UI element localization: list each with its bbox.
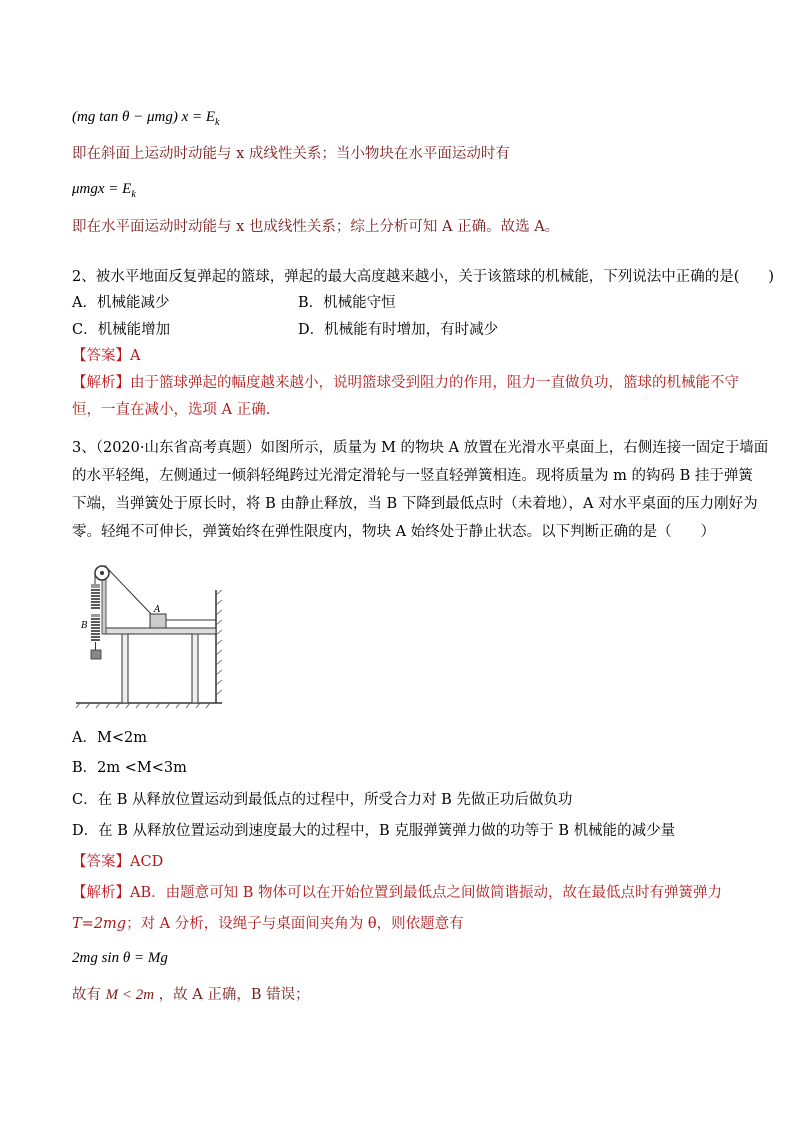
q3-stem-line-4: 零。轻绳不可伸长，弹簧始终在弹性限度内，物块 A 始终处于静止状态。以下判断正确的是（ ） xyxy=(72,524,716,540)
equation-force-balance: 2mg sin θ = Mg xyxy=(72,950,168,966)
q2-option-b: B．机械能守恒 xyxy=(298,295,396,311)
q3-option-a: A．M<2m xyxy=(72,730,147,746)
figure-label-b: B xyxy=(81,621,88,631)
text-linear-incline: 即在斜面上运动时动能与 x 成线性关系；当小物块在水平面运动时有 xyxy=(72,146,510,162)
q2-analysis-line-1: 【解析】由于篮球弹起的幅度越来越小，说明篮球受到阻力的作用，阻力一直做负功，篮球的机械能不守 xyxy=(72,375,739,391)
q3-stem-line-1: 3、（2020·山东省高考真题）如图所示，质量为 M 的物块 A 放置在光滑水平桌面上，右侧连接一固定于墙面 xyxy=(72,440,769,456)
q3-analysis-line-1: 【解析】AB．由题意可知 B 物体可以在开始位置到最低点之间做简谐振动，故在最低点时有弹簧弹力 xyxy=(72,885,722,901)
q3-option-d: D．在 B 从释放位置运动到速度最大的过程中，B 克服弹簧弹力做的功等于 B 机械能的减少量 xyxy=(72,823,676,839)
q2-option-d: D．机械能有时增加，有时减少 xyxy=(298,322,499,338)
equation-kinetic-incline: (mg tan θ − μmg) $x = E_k$ xyxy=(72,109,220,128)
q3-option-c: C．在 B 从释放位置运动到最低点的过程中，所受合力对 B 先做正功后做负功 xyxy=(72,792,573,808)
figure-label-a: A xyxy=(154,605,161,615)
q3-analysis-line-2: T=2mg；对 A 分析，设绳子与桌面间夹角为 θ，则依题意有 xyxy=(72,916,464,932)
question-2-stem: 2、被水平地面反复弹起的篮球，弹起的最大高度越来越小，关于该篮球的机械能，下列说法中正确的是( ) xyxy=(72,269,775,285)
equation-kinetic-horizontal: $\mu mgx = E_k$ xyxy=(72,181,136,200)
q3-option-b: B．2m <M<3m xyxy=(72,760,187,776)
q2-answer: 【答案】A xyxy=(72,348,141,364)
q3-conclusion: 故有 M < 2m ，故 A 正确，B 错误； xyxy=(72,987,310,1003)
q2-analysis-line-2: 恒，一直在减小，选项 A 正确. xyxy=(72,402,271,418)
q3-stem-line-2: 的水平轻绳，左侧通过一倾斜轻绳跨过光滑定滑轮与一竖直轻弹簧相连。现将质量为 m 的钩码 B 挂于弹簧 xyxy=(72,468,753,484)
text-conclusion-q1: 即在水平面运动时动能与 x 也成线性关系；综上分析可知 A 正确。故选 A。 xyxy=(72,219,560,235)
q2-option-c: C．机械能增加 xyxy=(72,322,171,338)
q3-answer: 【答案】ACD xyxy=(72,854,164,870)
q3-stem-line-3: 下端，当弹簧处于原长时，将 B 由静止释放，当 B 下降到最低点时（未着地），A 对水平桌面的压力刚好为 xyxy=(72,496,758,512)
q2-option-a: A．机械能减少 xyxy=(72,295,170,311)
physics-diagram xyxy=(74,560,224,710)
